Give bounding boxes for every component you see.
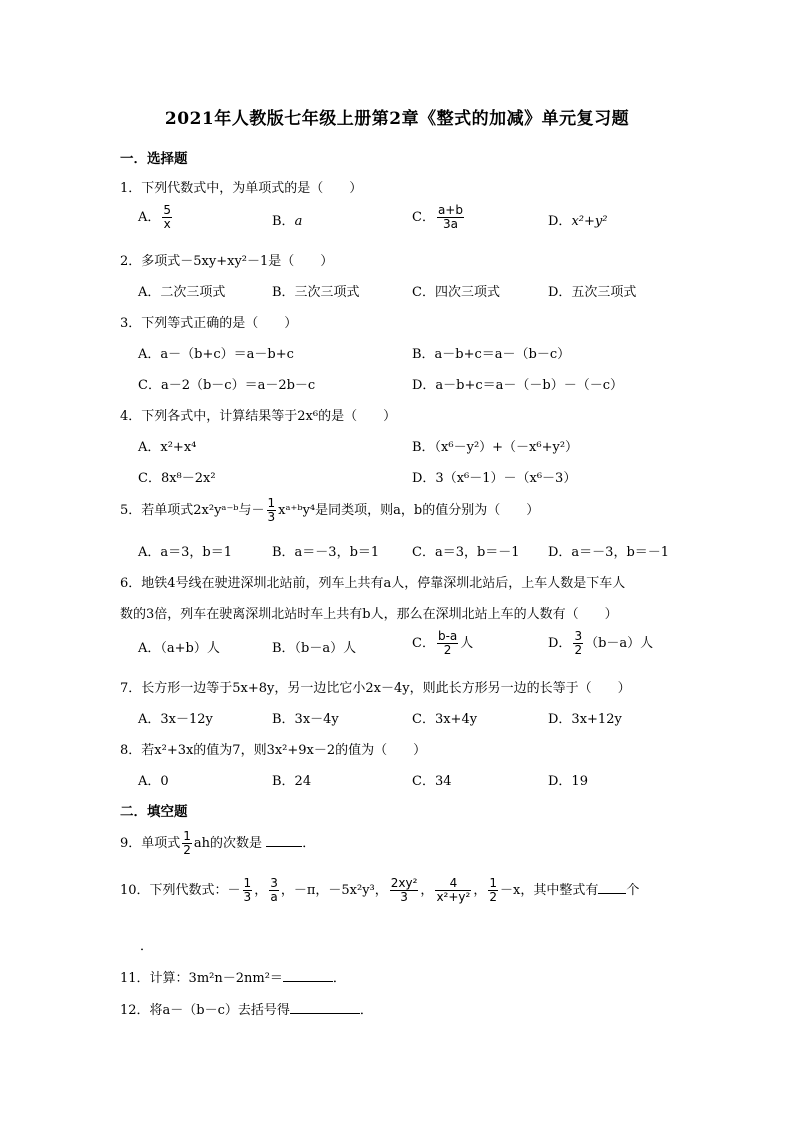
answer-blank[interactable] xyxy=(598,881,626,894)
question-5-option-b: B．a＝－3，b＝1 xyxy=(272,545,380,560)
question-9-stem: 9．单项式 $\frac{1}{2}$ ah的次数是 ． xyxy=(120,829,316,858)
fraction: $\frac{3}{2}$ xyxy=(574,629,583,658)
question-2-option-c: C．四次三项式 xyxy=(412,285,500,300)
question-2-option-a: A．二次三项式 xyxy=(138,285,226,300)
question-5-stem: 5．若单项式2x²yᵃ⁻ᵇ与－ $\frac{1}{3}$ xᵃ⁺ᵇy⁴是同类项，则a，b的值分别为（ ） xyxy=(120,496,540,525)
question-1-stem: 1．下列代数式中，为单项式的是（ ） xyxy=(120,181,363,196)
question-7-option-a: A．3x－12y xyxy=(138,712,213,727)
answer-blank[interactable] xyxy=(290,1001,360,1014)
question-5-option-d: D．a＝－3，b＝－1 xyxy=(548,545,670,560)
question-6-stem-line-2: 数的3倍，列车在驶离深圳北站时车上共有b人，那么在深圳北站上车的人数有（ ） xyxy=(120,607,618,622)
question-7-option-d: D．3x+12y xyxy=(548,712,622,727)
fraction: $\frac{4}{\text{x²+y²}}$ xyxy=(436,876,471,905)
question-10-tail: ． xyxy=(140,939,154,954)
answer-blank[interactable] xyxy=(283,969,333,982)
document-title: 2021年人教版七年级上册第2章《整式的加减》单元复习题 xyxy=(164,109,630,129)
question-5-option-c: C．a＝3，b＝－1 xyxy=(412,545,520,560)
question-3-option-c: C．a－2（b－c）＝a－2b－c xyxy=(138,378,316,393)
question-11-stem: 11．计算：3m²n－2nm²＝ ． xyxy=(120,971,346,986)
question-2-option-d: D．五次三项式 xyxy=(548,285,637,300)
question-3-stem: 3．下列等式正确的是（ ） xyxy=(120,316,298,331)
question-2-option-b: B．三次三项式 xyxy=(272,285,360,300)
question-7-option-c: C．3x+4y xyxy=(412,712,478,727)
question-10-stem: 10．下列代数式：－ $\frac{1}{3}$ ， $\frac{3}{a}$ ，－π，－5x²y³， $\frac{\text{2xy²}}{3}$ ， $\frac{4}{\text{x²+y²}}$ ， $\frac{1}{2}$ －x，其中整式有 个 xyxy=(120,876,640,905)
question-8-option-d: D．19 xyxy=(548,774,588,789)
question-8-option-b: B．24 xyxy=(272,774,312,789)
question-6-option-a: A．（a+b）人 xyxy=(138,641,220,656)
question-6-stem-line-1: 6．地铁4号线在驶进深圳北站前，列车上共有a人，停靠深圳北站后，上车人数是下车人 xyxy=(120,576,626,591)
answer-blank[interactable] xyxy=(266,834,302,847)
question-4-option-c: C．8x⁸－2x² xyxy=(138,471,216,486)
fraction: $\frac{a+b}{3a}$ xyxy=(437,203,463,232)
question-4-stem: 4．下列各式中，计算结果等于2x⁶的是（ ） xyxy=(120,409,397,424)
fraction: $\frac{1}{3}$ xyxy=(243,876,252,905)
section-heading-choice: 一．选择题 xyxy=(120,151,188,167)
question-8-option-a: A．0 xyxy=(138,774,169,789)
question-6-option-c: C． $\frac{b-a}{2}$ 人 xyxy=(412,629,474,658)
question-3-option-b: B．a－b+c＝a－（b－c） xyxy=(412,347,571,362)
question-4-option-b: B．（x⁶－y²）+（－x⁶+y²） xyxy=(412,440,579,455)
question-6-option-d: D． $\frac{3}{2}$ （b－a）人 xyxy=(548,629,654,658)
fraction: $\frac{1}{2}$ xyxy=(183,829,191,858)
question-4-option-d: D．3（x⁶－1）－（x⁶－3） xyxy=(412,471,577,486)
fraction: $\frac{\text{2xy²}}{3}$ xyxy=(390,876,418,905)
fraction: $\frac{1}{3}$ xyxy=(267,496,276,525)
question-12-stem: 12．将a－（b－c）去括号得 ． xyxy=(120,1003,373,1018)
question-7-option-b: B．3x－4y xyxy=(272,712,339,727)
question-3-option-a: A．a－（b+c）＝a－b+c xyxy=(138,347,294,362)
fraction: $\frac{b-a}{2}$ xyxy=(437,629,458,658)
fraction: $\frac{5}{x}$ xyxy=(163,203,172,232)
question-2-stem: 2．多项式－5xy+xy²－1是（ ） xyxy=(120,254,334,269)
question-7-stem: 7．长方形一边等于5x+8y，另一边比它小2x－4y，则此长方形另一边的长等于（ ） xyxy=(120,681,631,696)
question-4-option-a: A．x²+x⁴ xyxy=(138,440,197,455)
question-3-option-d: D．a－b+c＝a－（－b）－（－c） xyxy=(412,378,624,393)
section-heading-fill-in: 二．填空题 xyxy=(120,804,188,820)
question-8-stem: 8．若x²+3x的值为7，则3x²+9x－2的值为（ ） xyxy=(120,743,427,758)
question-6-option-b: B．（b－a）人 xyxy=(272,641,357,656)
question-1-option-a: A． $\frac{5}{x}$ xyxy=(138,203,172,232)
question-1-option-b: B．a xyxy=(272,214,303,229)
fraction: $\frac{1}{2}$ xyxy=(489,876,497,905)
fraction: $\frac{3}{a}$ xyxy=(270,876,278,905)
question-1-option-c: C． $\frac{a+b}{3a}$ xyxy=(412,203,463,232)
question-8-option-c: C．34 xyxy=(412,774,452,789)
question-5-option-a: A．a＝3，b＝1 xyxy=(138,545,233,560)
question-1-option-d: D．x²+y² xyxy=(548,214,608,229)
